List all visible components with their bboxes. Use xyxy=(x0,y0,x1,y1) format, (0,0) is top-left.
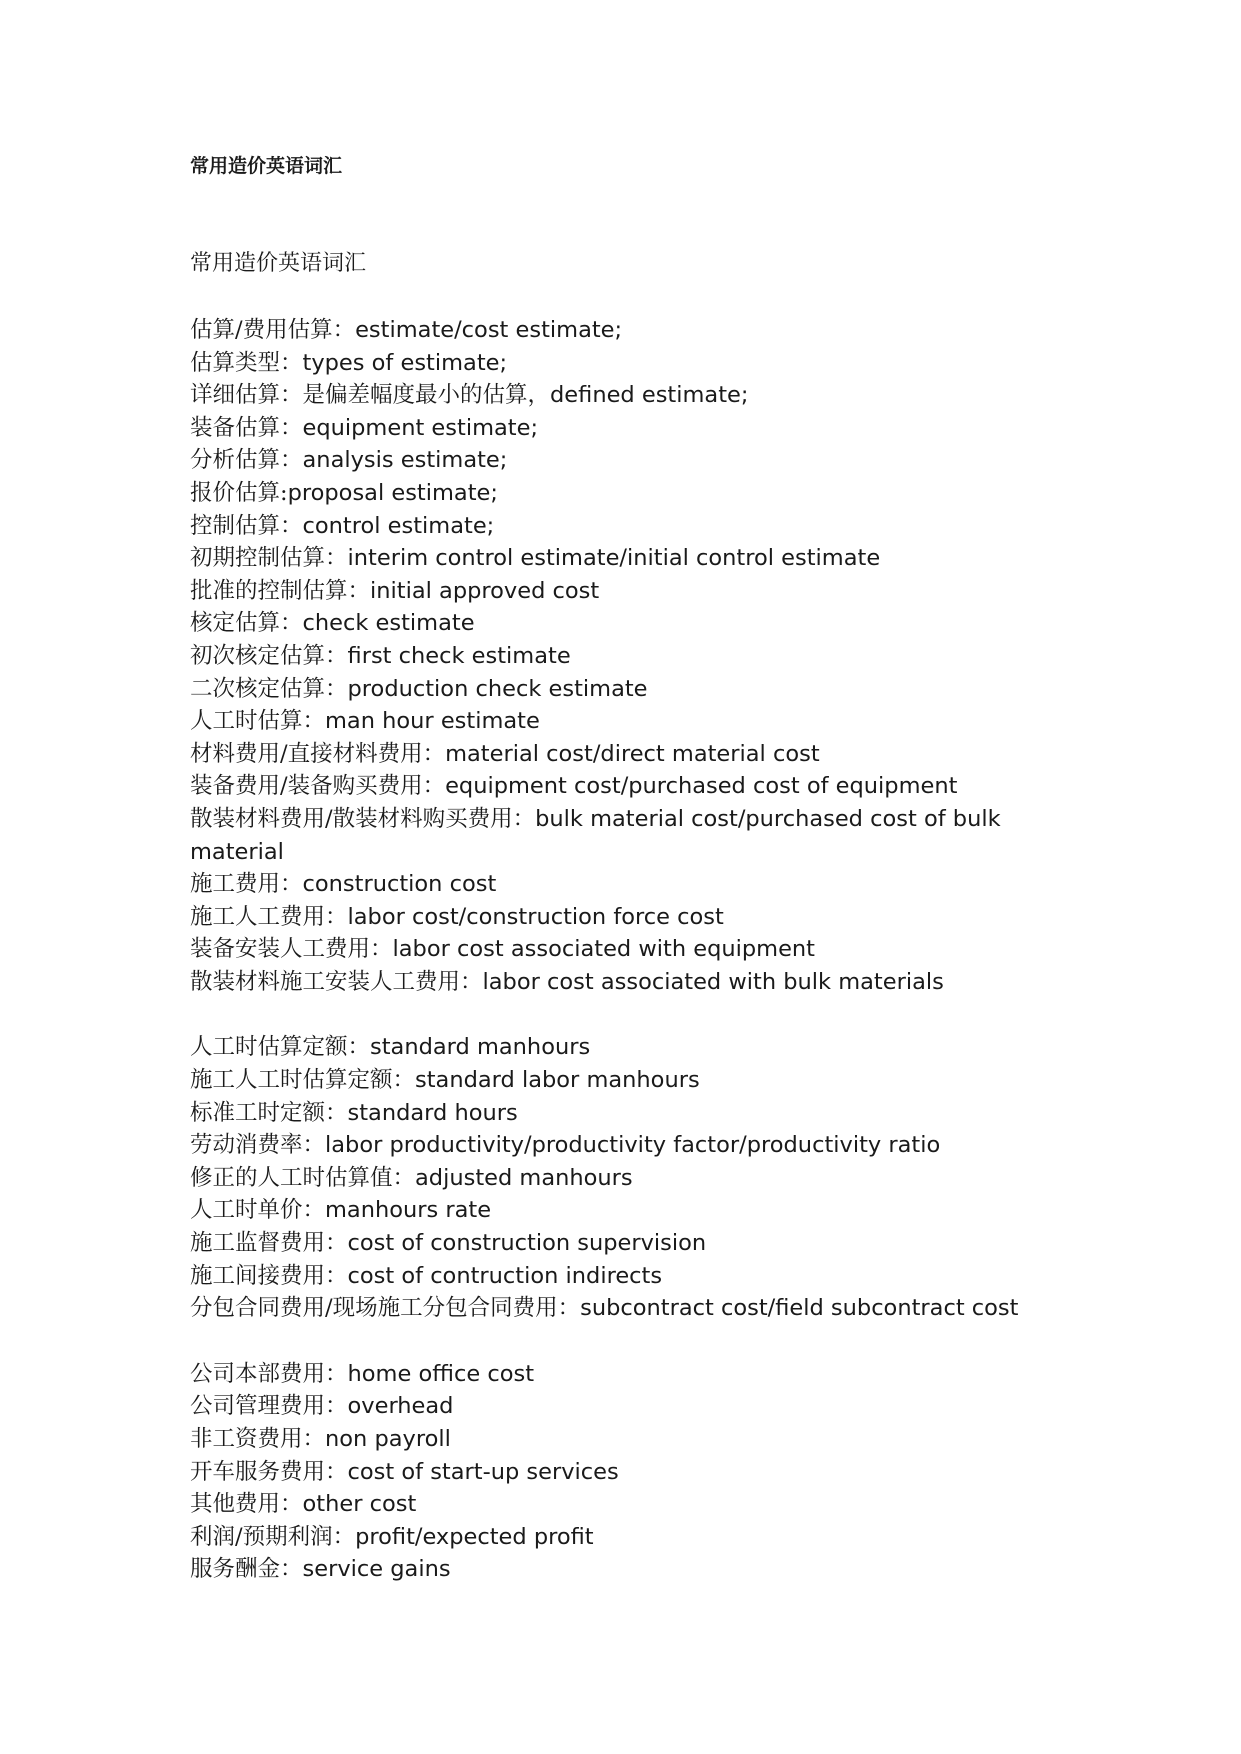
term-chinese: 其他费用： xyxy=(190,1491,303,1518)
glossary-entry xyxy=(190,705,1070,738)
term-english: service gains xyxy=(302,1556,451,1583)
term-chinese: 报价估算: xyxy=(190,479,288,506)
term-chinese: 施工间接费用： xyxy=(190,1262,348,1289)
term-chinese: 装备费用/装备购买费用： xyxy=(190,773,446,800)
term-chinese: 修正的人工时估算值： xyxy=(190,1164,416,1191)
term-english: labor productivity/productivity factor/productivity ratio xyxy=(325,1132,941,1159)
term-english: manhours rate xyxy=(325,1197,492,1224)
term-chinese: 材料费用/直接材料费用： xyxy=(190,740,446,767)
term-english: defined estimate; xyxy=(550,382,749,409)
term-chinese: 批准的控制估算： xyxy=(190,577,371,604)
term-chinese: 施工监督费用： xyxy=(190,1230,348,1257)
glossary-group xyxy=(190,314,1070,998)
term-chinese: 二次核定估算： xyxy=(190,675,348,702)
term-chinese: 公司本部费用： xyxy=(190,1360,348,1387)
glossary xyxy=(190,314,1070,1586)
term-english: profit/expected profit xyxy=(355,1523,594,1550)
term-english: cost of contruction indirects xyxy=(347,1262,663,1289)
term-english: types of estimate; xyxy=(302,349,508,376)
glossary-entry xyxy=(190,1227,1070,1260)
term-chinese: 估算类型： xyxy=(190,349,303,376)
term-english: cost of start-up services xyxy=(347,1458,619,1485)
glossary-entry xyxy=(190,1488,1070,1521)
term-chinese: 散装材料费用/散装材料购买费用： xyxy=(190,805,536,832)
term-english: standard manhours xyxy=(370,1034,591,1061)
glossary-entry xyxy=(190,412,1070,445)
glossary-entry xyxy=(190,640,1070,673)
term-chinese: 施工人工费用： xyxy=(190,903,348,930)
term-chinese: 初期控制估算： xyxy=(190,545,348,572)
term-chinese: 劳动消费率： xyxy=(190,1132,326,1159)
term-english: labor cost associated with bulk materials xyxy=(482,968,944,995)
term-english: non payroll xyxy=(325,1426,451,1452)
term-english: cost of construction supervision xyxy=(347,1230,707,1257)
term-english: estimate/cost estimate; xyxy=(355,317,623,343)
term-english: interim control estimate/initial control estimate xyxy=(347,545,881,572)
term-english: material cost/direct material cost xyxy=(445,740,820,767)
glossary-entry xyxy=(190,1194,1070,1227)
term-chinese: 标准工时定额： xyxy=(190,1099,348,1126)
glossary-entry xyxy=(190,1162,1070,1195)
glossary-entry xyxy=(190,1358,1070,1391)
glossary-entry xyxy=(190,1292,1070,1325)
term-english: initial approved cost xyxy=(370,577,600,604)
term-english: labor cost/construction force cost xyxy=(347,903,724,930)
term-chinese: 分包合同费用/现场施工分包合同费用： xyxy=(190,1295,581,1322)
term-english: control estimate; xyxy=(302,512,495,539)
term-chinese: 装备安装人工费用： xyxy=(190,936,393,963)
term-chinese: 详细估算：是偏差幅度最小的估算， xyxy=(190,382,551,409)
glossary-group xyxy=(190,1031,1070,1324)
glossary-entry xyxy=(190,966,1070,999)
term-english: analysis estimate; xyxy=(302,447,508,474)
term-english: equipment estimate; xyxy=(302,414,539,441)
term-english: check estimate xyxy=(302,610,475,637)
term-english: bulk material cost/purchased cost of bulk material xyxy=(190,805,1001,865)
term-english: labor cost associated with equipment xyxy=(392,936,815,963)
glossary-entry xyxy=(190,1097,1070,1130)
glossary-entry xyxy=(190,738,1070,771)
term-chinese: 装备估算： xyxy=(190,414,303,441)
glossary-entry xyxy=(190,347,1070,380)
term-english: home office cost xyxy=(347,1360,535,1387)
glossary-entry xyxy=(190,933,1070,966)
term-english: adjusted manhours xyxy=(415,1164,633,1191)
section-heading: 常用造价英语词汇 xyxy=(190,251,367,276)
term-chinese: 服务酬金： xyxy=(190,1556,303,1583)
glossary-entry xyxy=(190,770,1070,803)
term-chinese: 公司管理费用： xyxy=(190,1393,348,1420)
term-english: first check estimate xyxy=(347,642,571,669)
term-chinese: 散装材料施工安装人工费用： xyxy=(190,968,483,995)
glossary-entry xyxy=(190,1129,1070,1162)
term-english: overhead xyxy=(347,1393,454,1420)
glossary-group xyxy=(190,1358,1070,1586)
term-english: equipment cost/purchased cost of equipment xyxy=(445,773,958,800)
term-chinese: 初次核定估算： xyxy=(190,642,348,669)
term-chinese: 估算/费用估算： xyxy=(190,317,356,343)
term-chinese: 施工费用： xyxy=(190,871,303,898)
glossary-entry xyxy=(190,1456,1070,1489)
term-english: production check estimate xyxy=(347,675,648,702)
glossary-entry xyxy=(190,542,1070,575)
glossary-entry xyxy=(190,314,1070,347)
document-body xyxy=(190,250,1070,1619)
glossary-entry xyxy=(190,607,1070,640)
glossary-entry xyxy=(190,379,1070,412)
term-chinese: 利润/预期利润： xyxy=(190,1523,356,1550)
glossary-entry xyxy=(190,575,1070,608)
glossary-entry xyxy=(190,477,1070,510)
term-chinese: 人工时单价： xyxy=(190,1197,326,1224)
glossary-entry xyxy=(190,901,1070,934)
term-chinese: 人工时估算定额： xyxy=(190,1034,371,1061)
term-english: subcontract cost/field subcontract cost xyxy=(580,1295,1019,1322)
term-english: man hour estimate xyxy=(325,708,540,735)
glossary-entry xyxy=(190,444,1070,477)
term-chinese: 人工时估算： xyxy=(190,708,326,735)
glossary-entry xyxy=(190,803,1070,868)
term-chinese: 分析估算： xyxy=(190,447,303,474)
term-chinese: 核定估算： xyxy=(190,610,303,637)
glossary-entry xyxy=(190,1423,1070,1456)
term-chinese: 非工资费用： xyxy=(190,1426,326,1452)
glossary-entry xyxy=(190,1031,1070,1064)
glossary-entry xyxy=(190,510,1070,543)
glossary-entry xyxy=(190,1553,1070,1586)
glossary-entry xyxy=(190,673,1070,706)
glossary-entry xyxy=(190,1260,1070,1293)
document-title: 常用造价英语词汇 xyxy=(190,155,343,177)
term-chinese: 开车服务费用： xyxy=(190,1458,348,1485)
term-english: other cost xyxy=(302,1491,417,1518)
term-english: standard labor manhours xyxy=(415,1067,700,1094)
term-english: standard hours xyxy=(347,1099,518,1126)
term-english: proposal estimate; xyxy=(287,479,498,506)
glossary-entry xyxy=(190,1521,1070,1554)
term-chinese: 控制估算： xyxy=(190,512,303,539)
term-chinese: 施工人工时估算定额： xyxy=(190,1067,416,1094)
glossary-entry xyxy=(190,1390,1070,1423)
glossary-entry xyxy=(190,1064,1070,1097)
term-english: construction cost xyxy=(302,871,497,898)
glossary-entry xyxy=(190,868,1070,901)
